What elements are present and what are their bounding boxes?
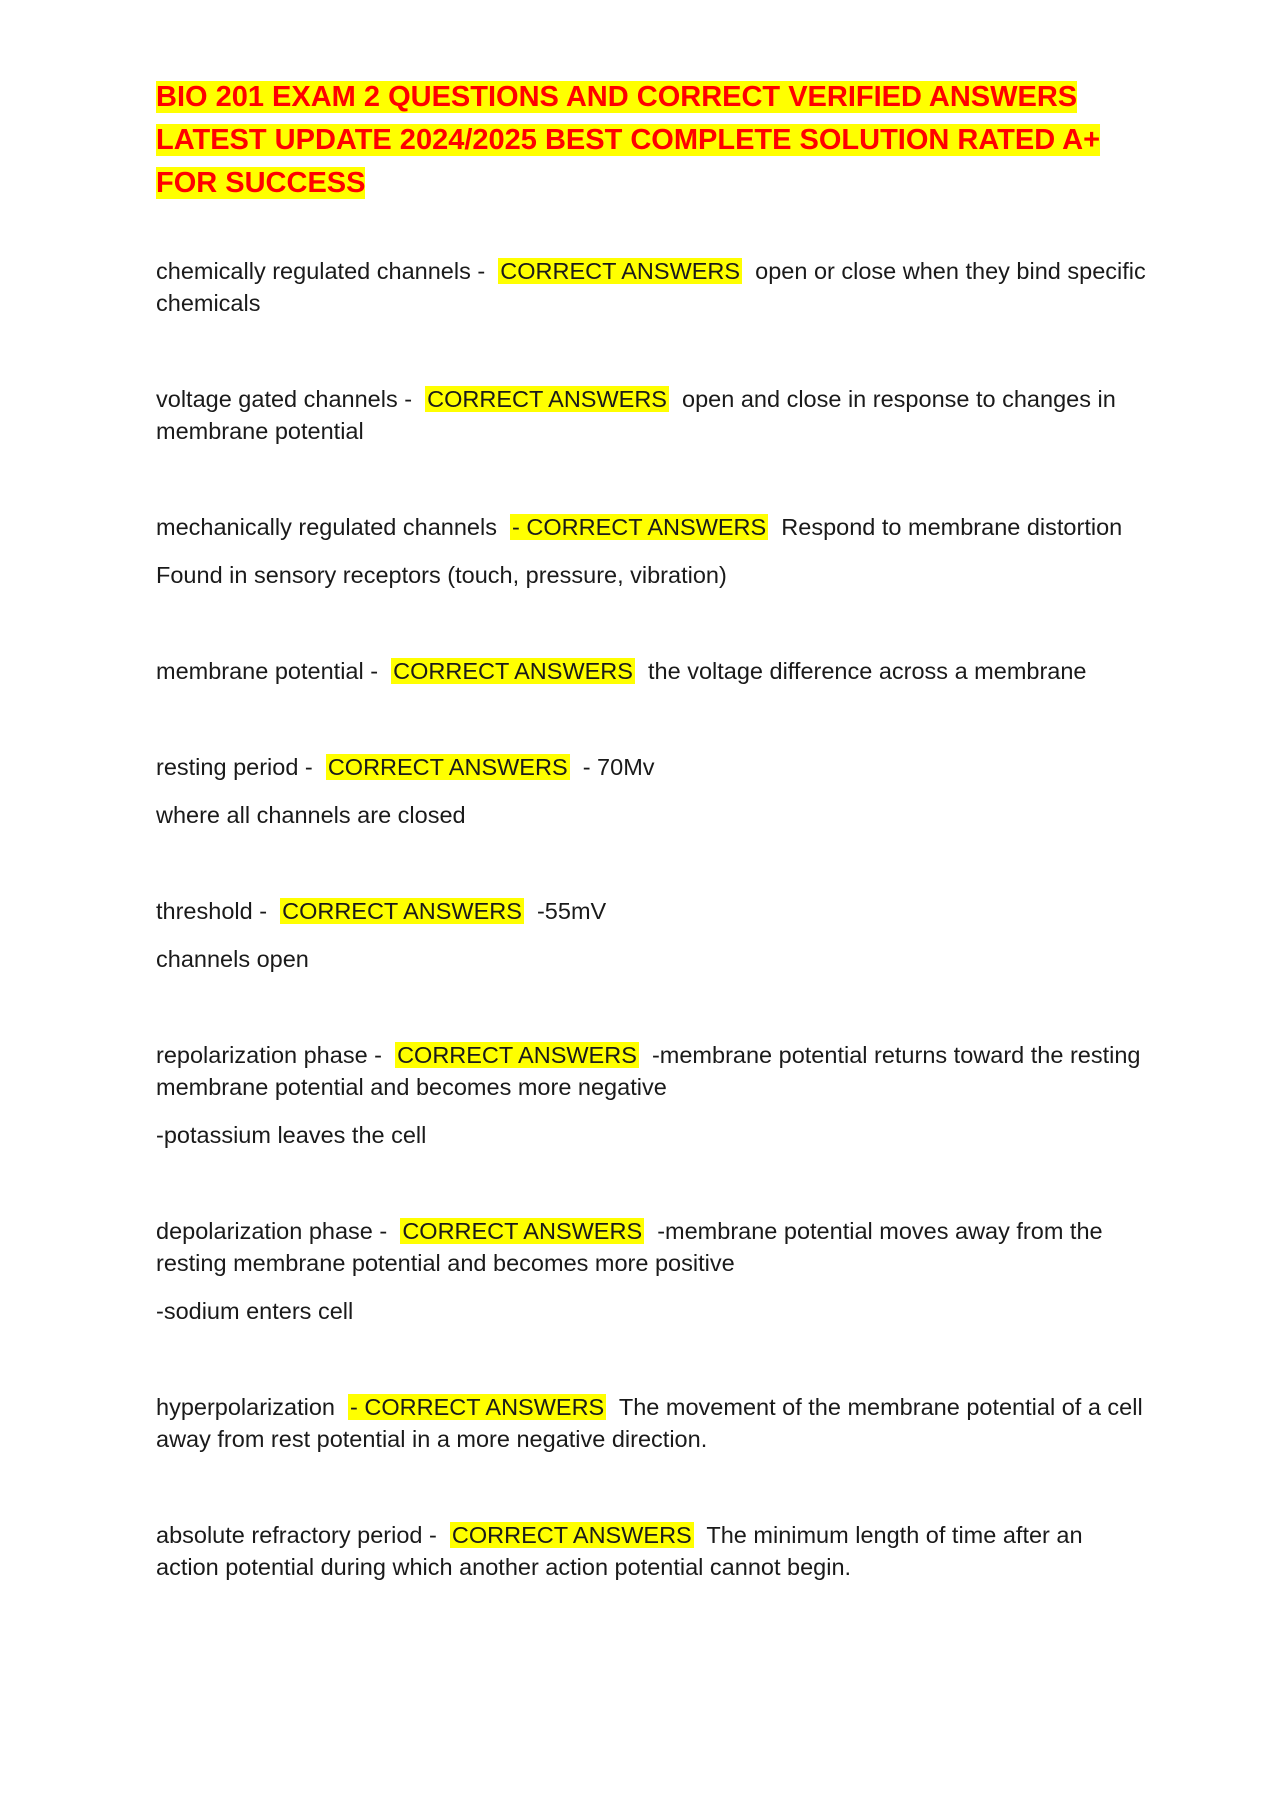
qa-extra-line: channels open [156, 946, 309, 972]
qa-definition: -55mV [536, 898, 607, 924]
qa-main-line [156, 1215, 1146, 1279]
qa-main-line [156, 383, 1146, 447]
qa-entry [156, 1391, 1146, 1455]
title-line-2: LATEST UPDATE 2024/2025 BEST COMPLETE SOLUTION RATED A+ [156, 124, 1101, 156]
correct-answers-label: CORRECT ANSWERS [393, 658, 633, 684]
qa-term: repolarization phase - [156, 1042, 382, 1068]
qa-main-line [156, 895, 1146, 927]
qa-term: voltage gated channels - [156, 386, 413, 412]
qa-entry [156, 1519, 1146, 1583]
qa-main-line [156, 1391, 1146, 1455]
title-line-3: FOR SUCCESS [156, 167, 366, 199]
qa-entry [156, 1039, 1146, 1151]
qa-extra-line: where all channels are closed [156, 802, 466, 828]
correct-answers-label: - CORRECT ANSWERS [512, 514, 767, 540]
qa-definition: open and close in response to changes in membrane potential [156, 386, 1116, 444]
qa-main-line [156, 1519, 1146, 1583]
qa-definition: -membrane potential moves away from the resting membrane potential and becomes more positive [156, 1218, 1103, 1276]
qa-extra-line: -potassium leaves the cell [156, 1122, 427, 1148]
document-page [156, 76, 1146, 1647]
qa-term: mechanically regulated channels [156, 514, 497, 540]
qa-definition: - 70Mv [582, 754, 655, 780]
correct-answers-label: CORRECT ANSWERS [451, 1522, 692, 1548]
qa-term: hyperpolarization [156, 1394, 335, 1420]
correct-answers-label: CORRECT ANSWERS [397, 1042, 637, 1068]
qa-term: membrane potential - [156, 658, 379, 684]
correct-answers-label: CORRECT ANSWERS [327, 754, 568, 780]
qa-extra-line: Found in sensory receptors (touch, pressure, vibration) [156, 562, 727, 588]
qa-term: depolarization phase - [156, 1218, 388, 1244]
correct-answers-label: CORRECT ANSWERS [500, 258, 741, 284]
qa-entry [156, 751, 1146, 831]
correct-answers-label: - CORRECT ANSWERS [350, 1394, 605, 1420]
correct-answers-label: CORRECT ANSWERS [427, 386, 667, 412]
qa-term: absolute refractory period - [156, 1522, 437, 1548]
qa-term: chemically regulated channels - [156, 258, 486, 284]
qa-definition: the voltage difference across a membrane [648, 658, 1087, 684]
qa-entry [156, 255, 1146, 319]
qa-definition: -membrane potential returns toward the resting membrane potential and becomes more negative [156, 1042, 1141, 1100]
qa-definition: The minimum length of time after an action potential during which another action potential cannot begin. [156, 1522, 1083, 1580]
qa-definition: The movement of the membrane potential of a cell away from rest potential in a more negative direction. [156, 1394, 1143, 1452]
qa-definition: Respond to membrane distortion [781, 514, 1123, 540]
qa-term: threshold - [156, 898, 268, 924]
document-title [156, 76, 1146, 205]
qa-main-line [156, 1039, 1146, 1103]
qa-entry [156, 655, 1146, 687]
correct-answers-label: CORRECT ANSWERS [402, 1218, 643, 1244]
qa-main-line [156, 751, 1146, 783]
qa-entry [156, 511, 1146, 591]
qa-entry [156, 1215, 1146, 1327]
qa-extra-line: -sodium enters cell [156, 1298, 354, 1324]
qa-entry [156, 895, 1146, 975]
qa-main-line [156, 655, 1146, 687]
qa-entry [156, 383, 1146, 447]
qa-list [156, 255, 1146, 1583]
title-line-1: BIO 201 EXAM 2 QUESTIONS AND CORRECT VERIFIED ANSWERS [156, 81, 1078, 113]
correct-answers-label: CORRECT ANSWERS [282, 898, 522, 924]
qa-term: resting period - [156, 754, 313, 780]
qa-definition: open or close when they bind specific chemicals [156, 258, 1146, 316]
qa-main-line [156, 255, 1146, 319]
qa-main-line [156, 511, 1146, 543]
